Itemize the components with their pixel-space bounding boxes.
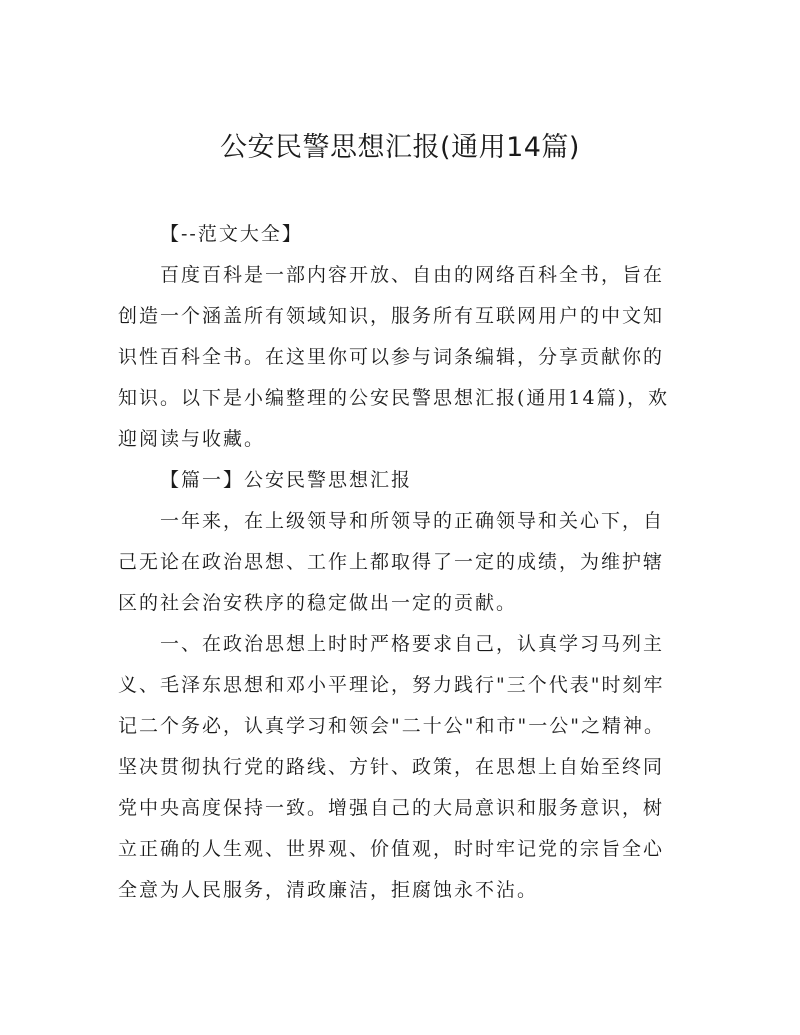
politics-paragraph: 一、在政治思想上时时严格要求自己，认真学习马列主义、毛泽东思想和邓小平理论，努力践行"三个代表"时刻牢记二个务必，认真学习和领会"二十公"和市"一公"之精神。坚决贯彻执行党的路线、方针、政策，在思想上自始至终同党中央高度保持一致。增强自己的大局意识和服务意识，树立正确的人生观、世界观、价值观，时时牢记党的宗旨全心全意为人民服务，清政廉洁，拒腐蚀永不沾。 — [118, 633, 665, 901]
intro-paragraph: 百度百科是一部内容开放、自由的网络百科全书，旨在创造一个涵盖所有领域知识，服务所有互联网用户的中文知识性百科全书。在这里你可以参与词条编辑，分享贡献你的知识。以下是小编整理的公安民警思想汇报(通用14篇)，欢迎阅读与收藏。 — [118, 264, 670, 450]
document-body — [118, 214, 684, 911]
summary-paragraph: 一年来，在上级领导和所领导的正确领导和关心下，自己无论在政治思想、工作上都取得了一定的成绩，为维护辖区的社会治安秩序的稳定做出一定的贡献。 — [118, 510, 665, 614]
section-heading: 【篇一】公安民警思想汇报 — [160, 469, 413, 491]
section-tag: 【--范文大全】 — [160, 223, 303, 245]
document-title: 公安民警思想汇报(通用14篇) — [220, 132, 580, 163]
